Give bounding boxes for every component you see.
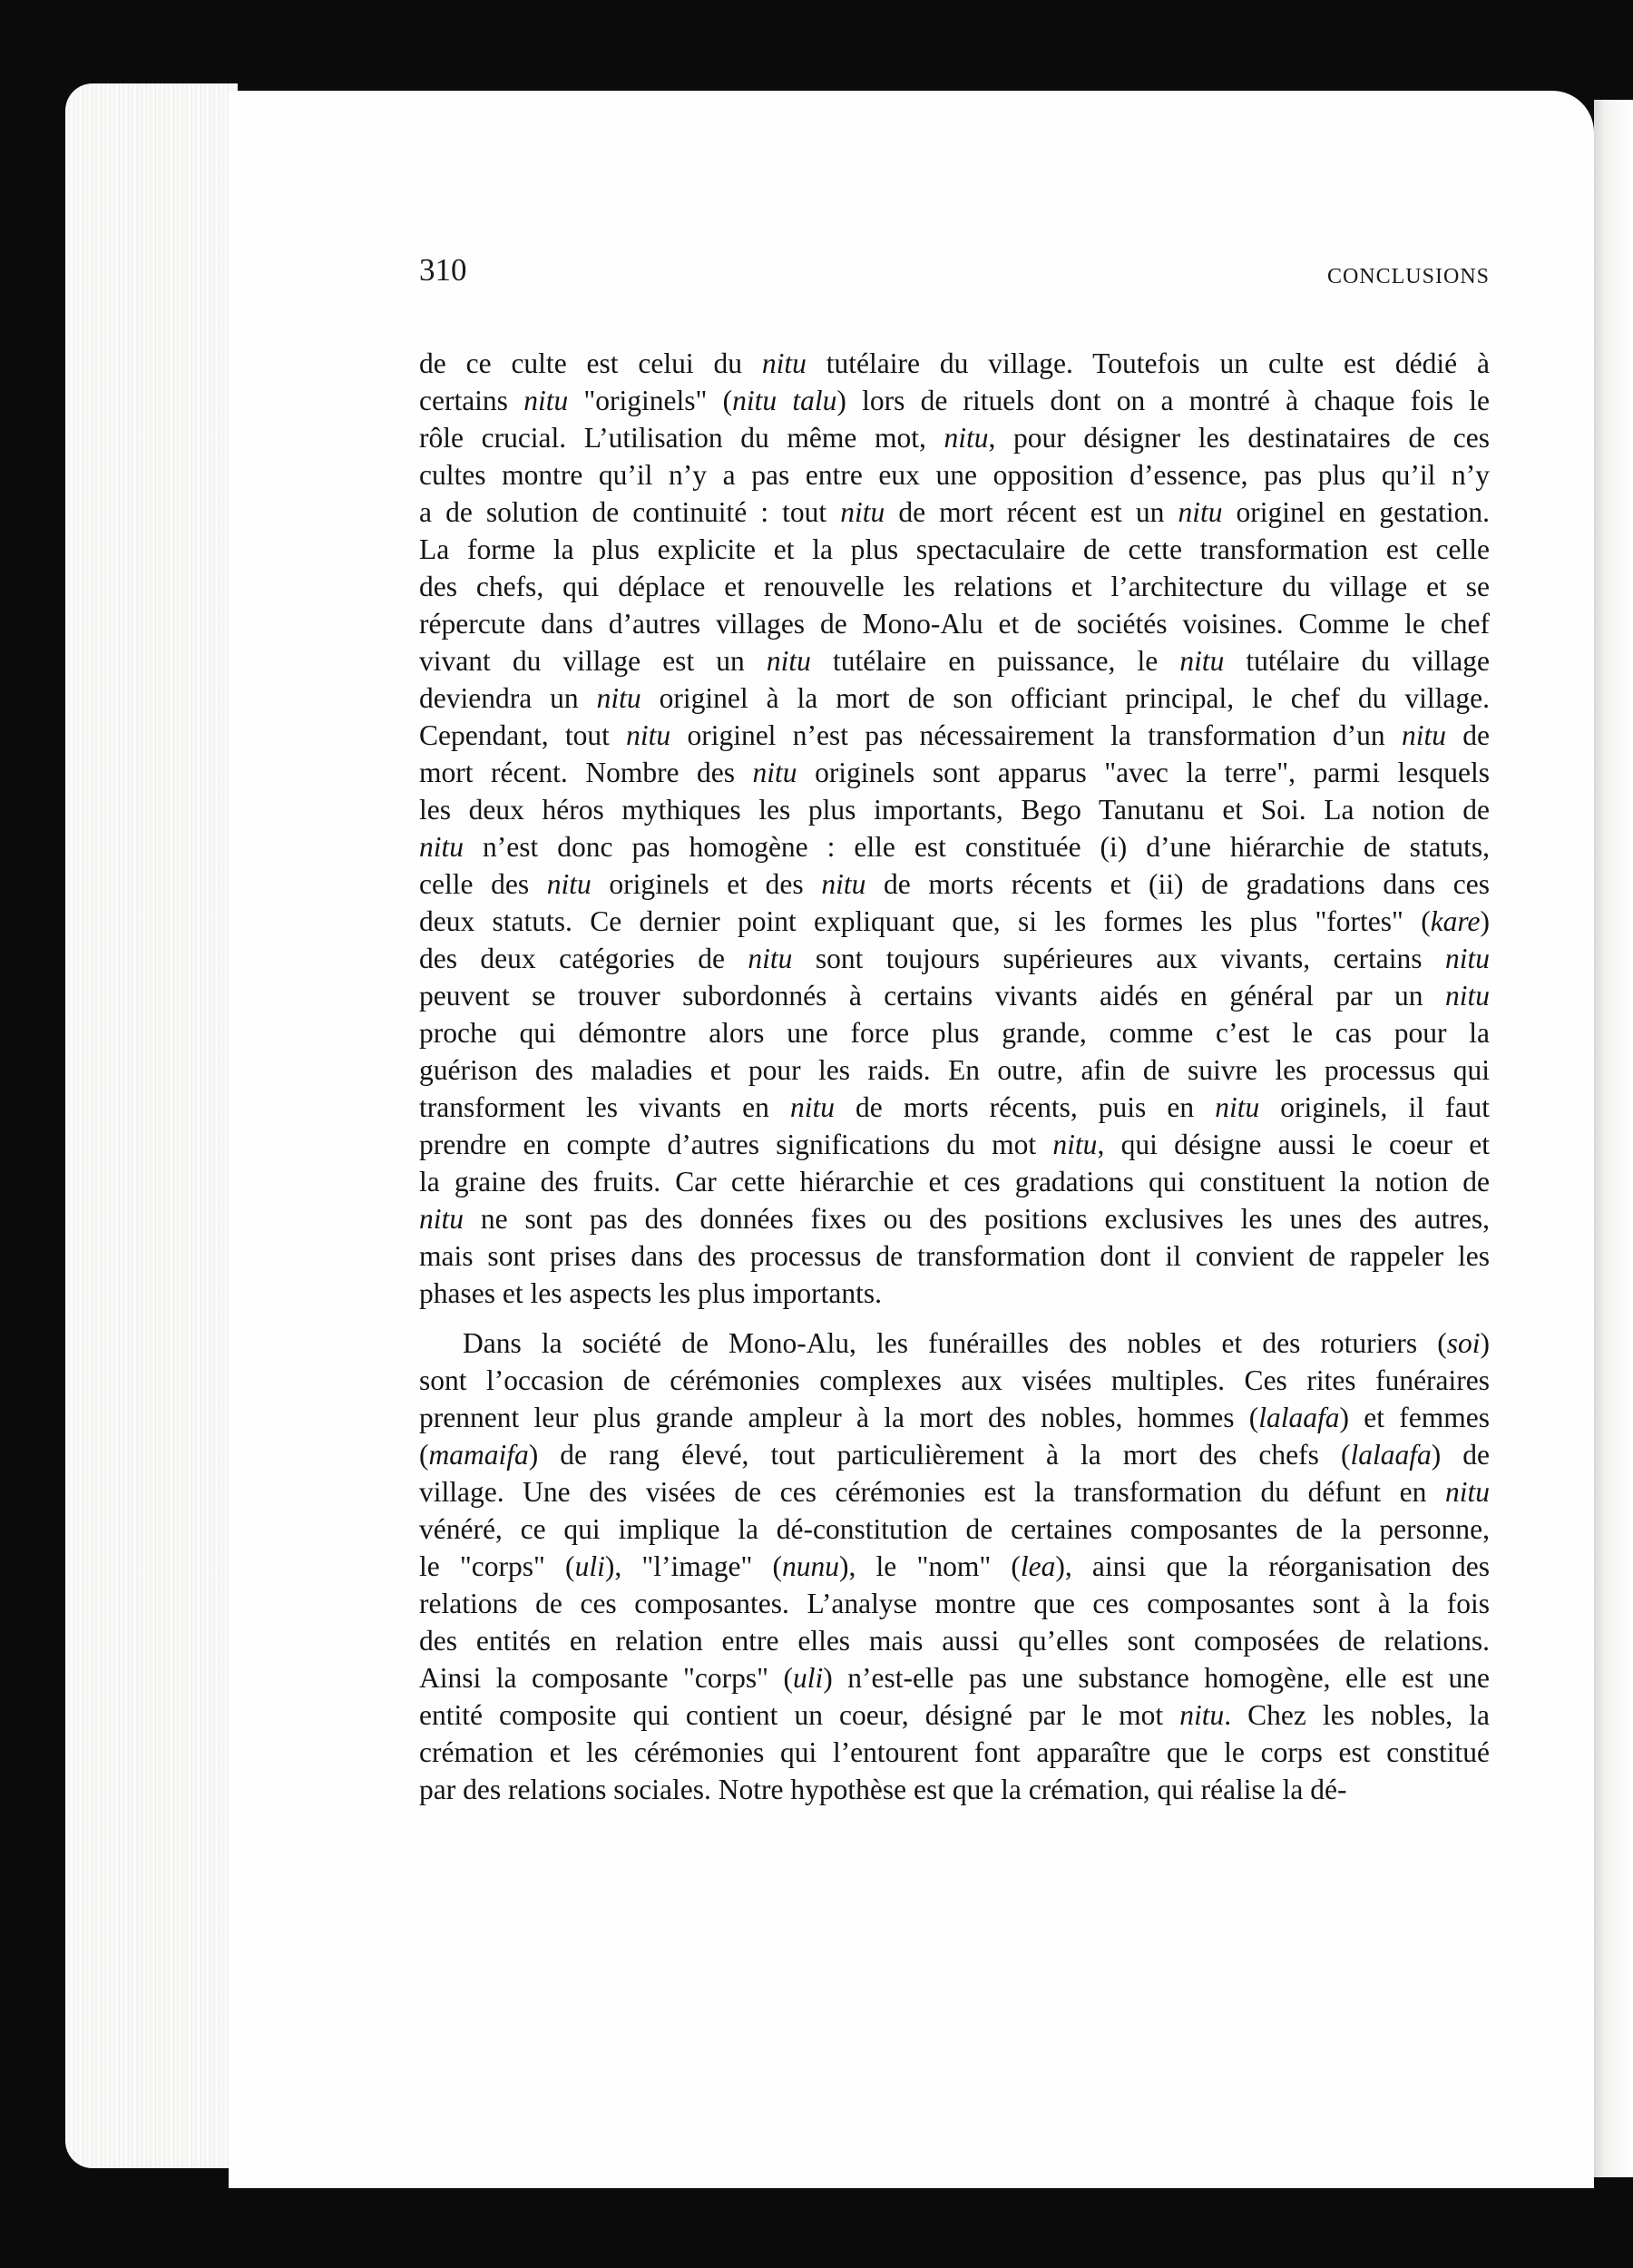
text-line: prendre en compte d’autres significations du mot nitu, qui désigne aussi le coeur et xyxy=(419,1129,1490,1160)
italic-term: nitu xyxy=(596,682,641,714)
text-line: prennent leur plus grande ampleur à la mort des nobles, hommes (lalaafa) et femmes xyxy=(419,1402,1490,1433)
italic-term: nitu xyxy=(752,757,797,788)
italic-term: nitu xyxy=(944,422,989,454)
italic-term: nitu xyxy=(840,496,885,528)
body-text xyxy=(419,345,1490,1808)
text-line: (mamaifa) de rang élevé, tout particulièrement à la mort des chefs (lalaafa) de xyxy=(419,1439,1490,1471)
text-line: de ce culte est celui du nitu tutélaire du village. Toutefois un culte est dédié à xyxy=(419,347,1490,379)
italic-term: uli xyxy=(574,1550,605,1582)
italic-term: nitu xyxy=(1401,719,1446,751)
text-line: rôle crucial. L’utilisation du même mot, nitu, pour désigner les destinataires de ces xyxy=(419,422,1490,454)
text-line: nitu n’est donc pas homogène : elle est constituée (i) d’une hiérarchie de statuts, xyxy=(419,831,1490,863)
italic-term: nitu xyxy=(1178,496,1223,528)
italic-term: soi xyxy=(1446,1327,1481,1359)
italic-term: lalaafa xyxy=(1350,1439,1432,1471)
text-line: nitu ne sont pas des données fixes ou des positions exclusives les unes des autres, xyxy=(419,1203,1490,1235)
text-line: les deux héros mythiques les plus importants, Bego Tanutanu et Soi. La notion de xyxy=(419,794,1490,826)
text-line: vivant du village est un nitu tutélaire en puissance, le nitu tutélaire du village xyxy=(419,645,1490,677)
text-line: Cependant, tout nitu originel n’est pas nécessairement la transformation d’un nitu de xyxy=(419,719,1490,751)
text-line: sont l’occasion de cérémonies complexes aux visées multiples. Ces rites funéraires xyxy=(419,1364,1490,1396)
text-line: Ainsi la composante "corps" (uli) n’est-elle pas une substance homogène, elle est une xyxy=(419,1662,1490,1694)
italic-term: nitu xyxy=(1052,1129,1098,1160)
italic-term: nunu xyxy=(782,1550,839,1582)
italic-term: nitu xyxy=(1215,1091,1260,1123)
text-line: entité composite qui contient un coeur, désigné par le mot nitu. Chez les nobles, la xyxy=(419,1699,1490,1731)
italic-term: uli xyxy=(792,1662,824,1694)
italic-term: nitu xyxy=(626,719,671,751)
italic-term: nitu xyxy=(419,1203,464,1235)
italic-term: nitu xyxy=(1179,645,1225,677)
italic-term: nitu xyxy=(523,385,569,416)
text-line: deux statuts. Ce dernier point expliquant que, si les formes les plus "fortes" (kare) xyxy=(419,905,1490,937)
italic-term: nitu xyxy=(761,347,807,379)
page-number: 310 xyxy=(419,252,467,288)
italic-term: nitu xyxy=(789,1091,835,1123)
italic-term: nitu xyxy=(766,645,811,677)
italic-term: lalaafa xyxy=(1258,1402,1340,1433)
text-line: guérison des maladies et pour les raids. En outre, afin de suivre les processus qui xyxy=(419,1054,1490,1086)
text-line: crémation et les cérémonies qui l’entourent font apparaître que le corps est constitué xyxy=(419,1736,1490,1768)
text-line: des chefs, qui déplace et renouvelle les relations et l’architecture du village et se xyxy=(419,571,1490,602)
facing-page-edge xyxy=(1594,100,1633,2177)
text-line: La forme la plus explicite et la plus spectaculaire de cette transformation est celle xyxy=(419,533,1490,565)
italic-term: lea xyxy=(1020,1550,1056,1582)
text-line: le "corps" (uli), "l’image" (nunu), le "nom" (lea), ainsi que la réorganisation des xyxy=(419,1550,1491,1582)
running-head: CONCLUSIONS xyxy=(1326,265,1490,288)
italic-term: nitu xyxy=(821,868,866,900)
text-line: Dans la société de Mono-Alu, les funérailles des nobles et des roturiers (soi) xyxy=(463,1327,1490,1359)
text-line: certains nitu "originels" (nitu talu) lors de rituels dont on a montré à chaque fois le xyxy=(419,385,1490,416)
page-header xyxy=(419,247,1490,301)
italic-term: nitu xyxy=(1444,943,1490,974)
text-line: des entités en relation entre elles mais aussi qu’elles sont composées de relations. xyxy=(419,1625,1490,1657)
text-line: village. Une des visées de ces cérémonies est la transformation du défunt en nitu xyxy=(419,1476,1490,1508)
italic-term: nitu xyxy=(1444,980,1490,1012)
text-line: relations de ces composantes. L’analyse montre que ces composantes sont à la fois xyxy=(419,1588,1490,1619)
text-line: répercute dans d’autres villages de Mono-Alu et de sociétés voisines. Comme le chef xyxy=(419,608,1490,640)
text-line: vénéré, ce qui implique la dé-constitution de certaines composantes de la personne, xyxy=(419,1513,1490,1545)
text-line: cultes montre qu’il n’y a pas entre eux une opposition d’essence, pas plus qu’il n’y xyxy=(419,459,1490,491)
stacked-page-edges xyxy=(65,83,238,2168)
italic-term: nitu talu xyxy=(732,385,837,416)
text-line: la graine des fruits. Car cette hiérarchie et ces gradations qui constituent la notion de xyxy=(419,1166,1490,1198)
text-line: phases et les aspects les plus importants. xyxy=(419,1277,883,1309)
italic-term: nitu xyxy=(546,868,592,900)
italic-term: kare xyxy=(1430,905,1481,937)
text-line: a de solution de continuité : tout nitu de mort récent est un nitu originel en gestation. xyxy=(419,496,1491,528)
text-line: peuvent se trouver subordonnés à certains vivants aidés en général par un nitu xyxy=(419,980,1490,1012)
italic-term: nitu xyxy=(748,943,793,974)
italic-term: nitu xyxy=(1444,1476,1490,1508)
text-line: mort récent. Nombre des nitu originels sont apparus "avec la terre", parmi lesquels xyxy=(419,757,1490,788)
paragraph-gap xyxy=(419,1312,1490,1325)
text-line: deviendra un nitu originel à la mort de son officiant principal, le chef du village. xyxy=(419,682,1490,714)
text-line: celle des nitu originels et des nitu de morts récents et (ii) de gradations dans ces xyxy=(419,868,1490,900)
italic-term: nitu xyxy=(419,831,464,863)
text-line: mais sont prises dans des processus de transformation dont il convient de rappeler les xyxy=(419,1240,1490,1272)
text-line: des deux catégories de nitu sont toujours supérieures aux vivants, certains nitu xyxy=(419,943,1490,974)
italic-term: mamaifa xyxy=(428,1439,529,1471)
text-line: par des relations sociales. Notre hypothèse est que la crémation, qui réalise la dé- xyxy=(419,1774,1347,1805)
italic-term: nitu xyxy=(1179,1699,1225,1731)
text-line: transforment les vivants en nitu de morts récents, puis en nitu originels, il faut xyxy=(419,1091,1490,1123)
text-line: proche qui démontre alors une force plus grande, comme c’est le cas pour la xyxy=(419,1017,1490,1049)
